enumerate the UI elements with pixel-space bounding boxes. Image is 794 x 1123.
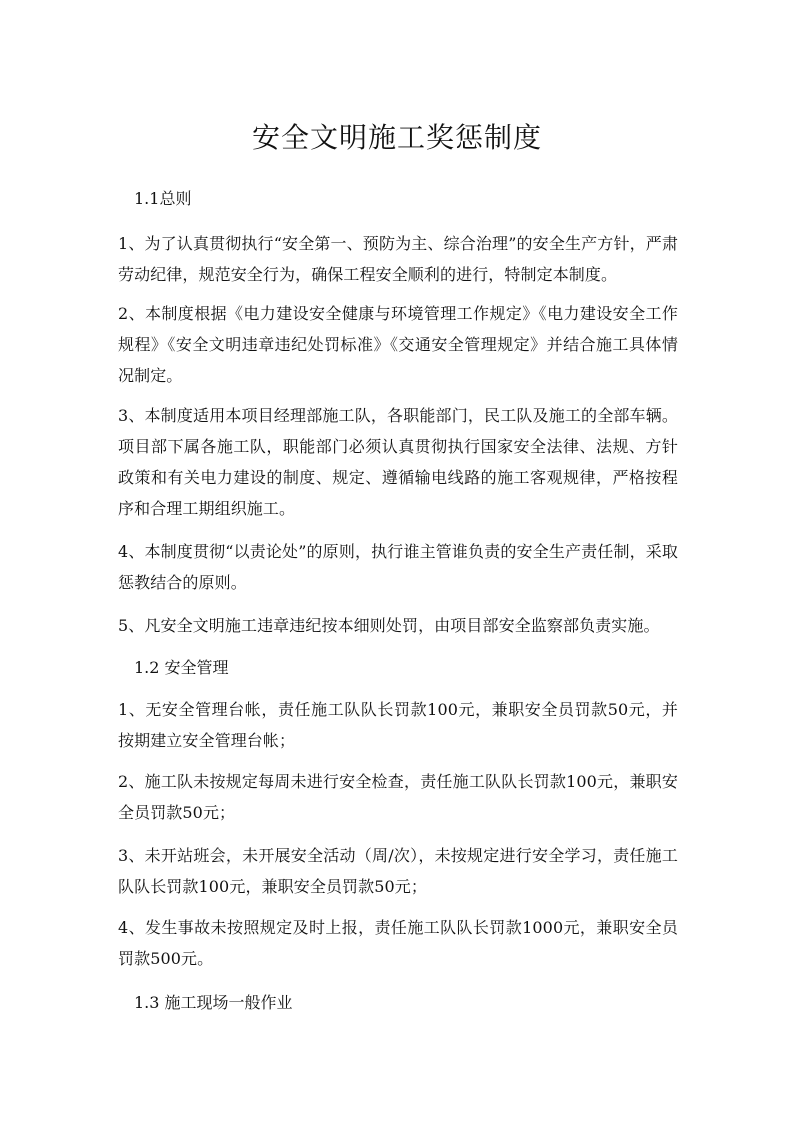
paragraph-safety-1: 1、无安全管理台帐，责任施工队队长罚款100元，兼职安全员罚款50元，并按期建立安全管理台帐； — [118, 700, 678, 750]
document-title: 安全文明施工奖惩制度 — [251, 121, 542, 154]
paragraph-safety-4: 4、发生事故未按照规定及时上报，责任施工队队长罚款1000元，兼职安全员罚款500元。 — [118, 918, 678, 968]
paragraph-safety-2: 2、施工队未按规定每周未进行安全检查，责任施工队队长罚款100元，兼职安全员罚款50元； — [118, 772, 678, 822]
paragraph-general-1: 1、为了认真贯彻执行“安全第一、预防为主、综合治理”的安全生产方针，严肃劳动纪律，规范安全行为，确保工程安全顺利的进行，特制定本制度。 — [118, 234, 678, 284]
paragraph-safety-3: 3、未开站班会，未开展安全活动（周/次），未按规定进行安全学习，责任施工队队长罚款100元，兼职安全员罚款50元； — [118, 846, 678, 896]
section-heading-safety-management: 1.2 安全管理 — [134, 658, 229, 677]
paragraph-general-2: 2、本制度根据《电力建设安全健康与环境管理工作规定》《电力建设安全工作规程》《安全文明违章违纪处罚标准》《交通安全管理规定》并结合施工具体情况制定。 — [118, 304, 678, 385]
section-heading-site-operations: 1.3 施工现场一般作业 — [134, 993, 293, 1012]
paragraph-general-4: 4、本制度贯彻“以责论处”的原则，执行谁主管谁负责的安全生产责任制，采取惩教结合的原则。 — [118, 542, 678, 592]
section-heading-general: 1.1总则 — [134, 189, 192, 208]
paragraph-general-3: 3、本制度适用本项目经理部施工队，各职能部门，民工队及施工的全部车辆。项目部下属各施工队，职能部门必须认真贯彻执行国家安全法律、法规、方针政策和有关电力建设的制度、规定、遵循输电线路的施工客观规律，严格按程序和合理工期组织施工。 — [118, 406, 678, 518]
paragraph-general-5: 5、凡安全文明施工违章违纪按本细则处罚，由项目部安全监察部负责实施。 — [118, 616, 660, 635]
